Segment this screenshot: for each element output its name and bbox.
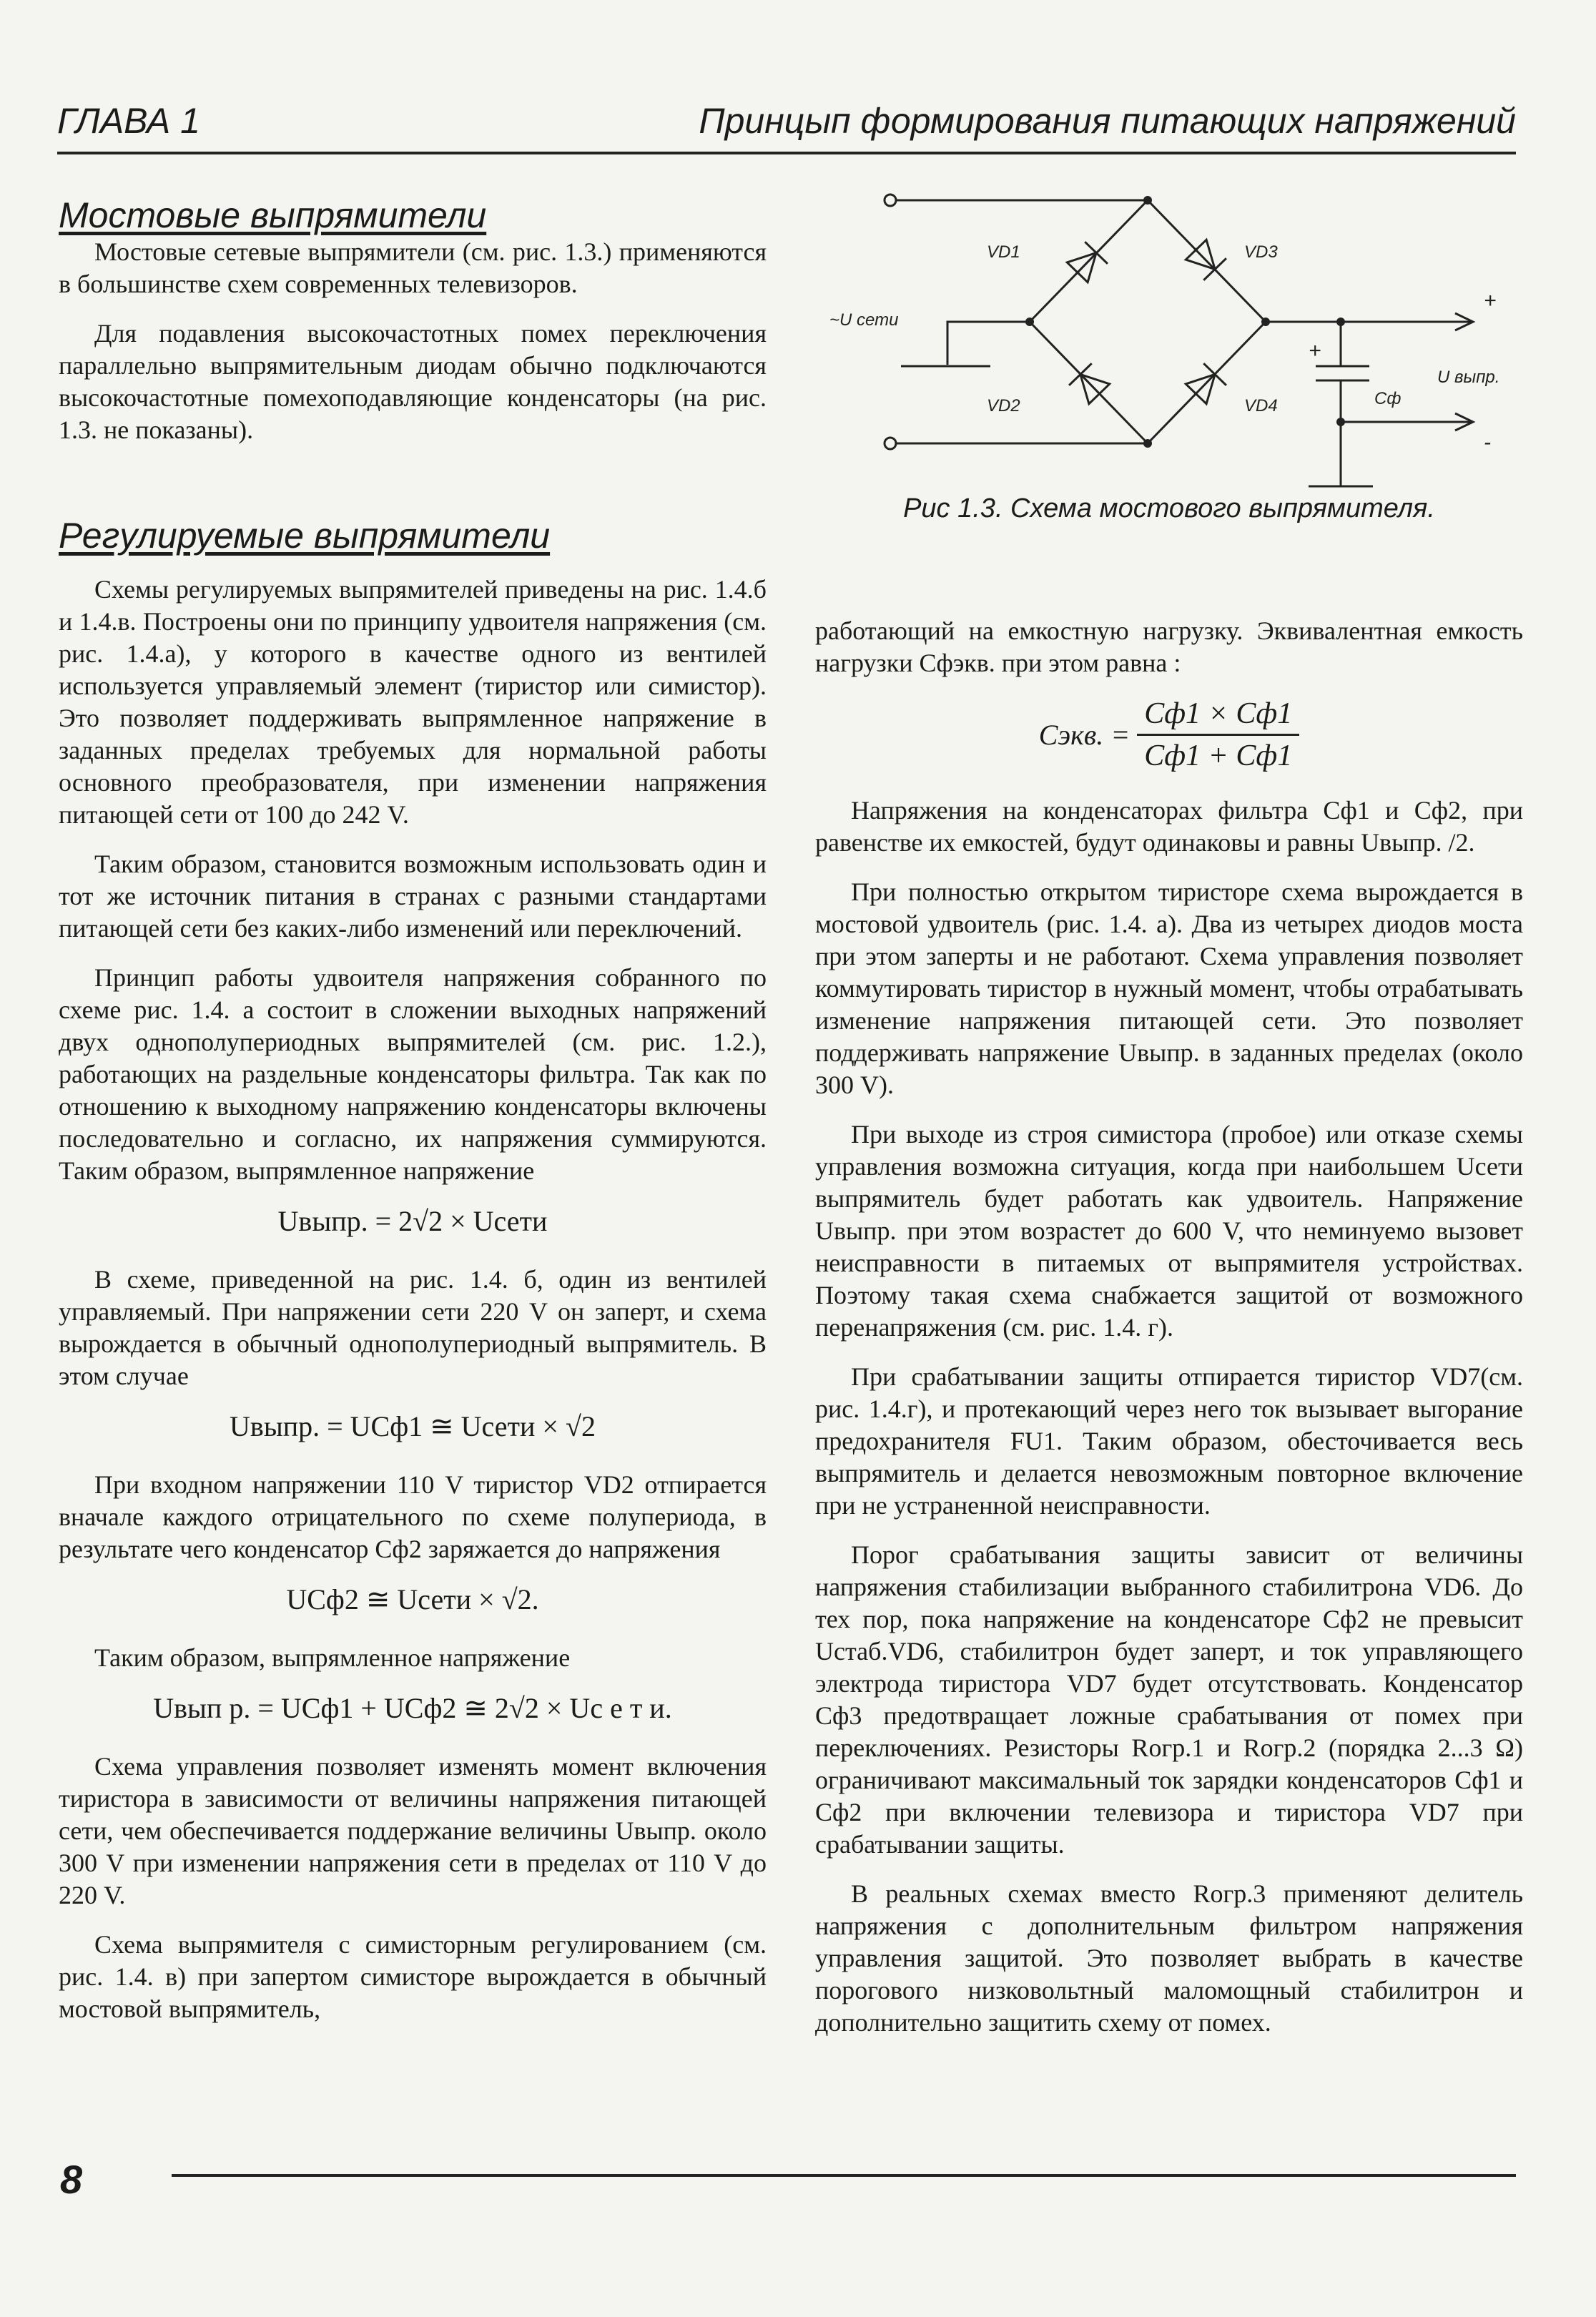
paragraph: При входном напряжении 110 V тиристор VD2 отпирается вначале каждого отрицательного по схеме полупериода, в результате чего конденсатор Cф2 заряжается до напряжения: [59, 1470, 767, 1563]
heading-bridge-rectifiers: Мостовые выпрямители: [59, 195, 487, 235]
label-capacitor: Cф: [1374, 389, 1402, 408]
wire-left-node: [947, 322, 1030, 365]
arm-vd2: [1030, 322, 1148, 443]
paragraph: Порог срабатывания защиты зависит от величины напряжения стабилизации выбранного стабилитрона VD6. До тех пор, пока напряжение на конденсаторе Cф2 не превысит Uстаб.VD6, стабилитрон будет заперт, и ток управляющего электрода тиристора VD7 будет отсутствовать. Конденсатор Cф3 предотвращает ложные срабатывания от помех при переключениях. Резисторы Rогр.1 и Rогр.2 (порядка 2...3 Ω) ограничивают максимальный ток зарядки конденсаторов Cф1 и Cф2 при включении телевизора и тиристора VD7 при срабатывании защиты.: [815, 1540, 1523, 1859]
label-plus-out: +: [1484, 289, 1497, 313]
footer-rule: [172, 2174, 1516, 2177]
page-number: 8: [60, 2157, 83, 2202]
equation-denominator: Cф1 + Cф1: [1144, 739, 1293, 772]
paragraph: В реальных схемах вместо Rогр.3 применяют делитель напряжения с дополнительным фильтром напряжения управления защитой. Это позволяет выбрать в качестве порогового низковольтный маломощный стабилитрон и дополнительно защитить схему от помех.: [815, 1879, 1523, 2037]
paragraph: Напряжения на конденсаторах фильтра Cф1 и Cф2, при равенстве их емкостей, будут одинаковы и равны Uвыпр. /2.: [815, 796, 1523, 857]
bridge-rectifier-schematic: [815, 179, 1523, 501]
label-vd2: VD2: [987, 396, 1020, 415]
section-right-column: [815, 615, 1523, 2056]
paragraph: Для подавления высокочастотных помех переключения параллельно выпрямительным диодам обычно подключаются высокочастотные помехоподавляющие конденсаторы (на рис. 1.3. не показаны).: [59, 319, 767, 444]
paragraph: При полностью открытом тиристоре схема вырождается в мостовой удвоитель (рис. 1.4. а). Два из четырех диодов моста при этом заперты и не работают. Схема управления позволяет коммутировать тиристор в нужный момент, чтобы отрабатывать изменение напряжения питающей сети. Это позволяет поддерживать напряжение Uвыпр. в заданных пределах (около 300 V).: [815, 877, 1523, 1099]
paragraph: Принцип работы удвоителя напряжения собранного по схеме рис. 1.4. а состоит в сложении выходных напряжений двух однополупериодных выпрямителей (см. рис. 1.2.), работающих на раздельные конденсаторы фильтра. Так как по отношению к выходному напряжению конденсаторы включены последовательно и согласно, их напряжения суммируются. Таким образом, выпрямленное напряжение: [59, 963, 767, 1185]
formula-sum: Uвып р. = UCф1 + UCф2 ≅ 2√2 × Uс е т и.: [153, 1692, 672, 1724]
paragraph: Схема управления позволяет изменять момент включения тиристора в зависимости от величины напряжения питающей сети, чем обеспечивается поддержание величины Uвыпр. около 300 V при изменении напряжения сети в пределах от 110 V до 220 V.: [59, 1752, 767, 1909]
equation-equivalent-capacitance: [815, 697, 1523, 773]
label-vd3: VD3: [1244, 242, 1278, 262]
chapter-label: ГЛАВА 1: [57, 101, 200, 141]
label-u-out: U выпр.: [1437, 368, 1500, 387]
chapter-title: Принцып формирования питающих напряжений: [699, 101, 1516, 141]
paragraph: Схема выпрямителя с симисторным регулированием (см. рис. 1.4. в) при запертом симисторе вырождается в обычный мостовой выпрямитель,: [59, 1930, 767, 2023]
header-rule: [57, 152, 1516, 154]
paragraph: При выходе из строя симистора (пробое) или отказе схемы управления возможна ситуация, когда при наибольшем Uсети выпрямитель будет работать как удвоитель. Напряжение Uвыпр. при этом возрастет до 600 V, что неминуемо вызовет неисправности в питаемых от выпрямителя устройствах. Поэтому такая схема снабжается защитой от возможного перенапряжения (см. рис. 1.4. г).: [815, 1120, 1523, 1342]
paragraph: Таким образом, становится возможным использовать один и тот же источник питания в странах с разными стандартами питающей сети без каких-либо изменений или переключений.: [59, 850, 767, 943]
label-vd4: VD4: [1244, 396, 1278, 415]
node-cap-bottom: [1336, 418, 1345, 426]
label-u-source: ~U сети: [829, 310, 899, 330]
heading-regulated-rectifiers: Регулируемые выпрямители: [59, 516, 551, 556]
formula-doubler: Uвыпр. = 2√2 × Uсети: [277, 1205, 548, 1237]
label-minus-out: -: [1484, 431, 1491, 454]
arm-vd1: [1030, 200, 1148, 322]
section-bridge: [59, 195, 767, 463]
paragraph: Мостовые сетевые выпрямители (см. рис. 1.3.) применяются в большинстве схем современных телевизоров.: [59, 237, 767, 298]
terminal-bottom: [885, 438, 896, 449]
node-top: [1143, 196, 1152, 205]
label-plus-cap: +: [1309, 339, 1321, 363]
label-vd1: VD1: [987, 242, 1020, 262]
figure-caption: Рис 1.3. Схема мостового выпрямителя.: [903, 493, 1435, 523]
node-left: [1025, 318, 1034, 326]
terminal-top: [885, 195, 896, 206]
section-regulated: [59, 515, 767, 2042]
paragraph: работающий на емкостную нагрузку. Эквивалентная емкость нагрузки Cфэкв. при этом равна :: [815, 616, 1523, 677]
node-cap-top: [1336, 318, 1345, 326]
arm-vd4: [1148, 322, 1266, 443]
page-header: [57, 100, 1516, 150]
equation-numerator: Cф1 × Cф1: [1137, 697, 1299, 736]
paragraph: Таким образом, выпрямленное напряжение: [94, 1643, 571, 1672]
formula-cap2: UCф2 ≅ Uсети × √2.: [286, 1583, 539, 1615]
node-bottom: [1143, 439, 1152, 448]
paragraph: Схемы регулируемых выпрямителей приведены на рис. 1.4.б и 1.4.в. Построены они по принципу удвоителя напряжения (см. рис. 1.4.а), у которого в качестве одного из вентилей используется управляемый элемент (тиристор или симистор). Это позволяет поддерживать выпрямленное напряжение в заданных пределах требуемых для нормальной работы основного преобразователя, при изменении напряжения питающей сети от 100 до 242 V.: [59, 575, 767, 829]
node-right: [1261, 318, 1270, 326]
formula-half-wave: Uвыпр. = UCф1 ≅ Uсети × √2: [230, 1410, 596, 1442]
equation-fraction: [1137, 697, 1299, 773]
equation-lhs: Cэкв. =: [1038, 719, 1130, 751]
paragraph: В схеме, приведенной на рис. 1.4. б, один из вентилей управляемый. При напряжении сети 220 V он заперт, и схема вырождается в обычный однополупериодный выпрямитель. В этом случае: [59, 1265, 767, 1390]
paragraph: При срабатывании защиты отпирается тиристор VD7(см. рис. 1.4.г), и протекающий через него ток вызывает выгорание предохранителя FU1. Таким образом, обесточивается весь выпрямитель и делается невозможным повторное включение при не устраненной неисправности.: [815, 1362, 1523, 1520]
